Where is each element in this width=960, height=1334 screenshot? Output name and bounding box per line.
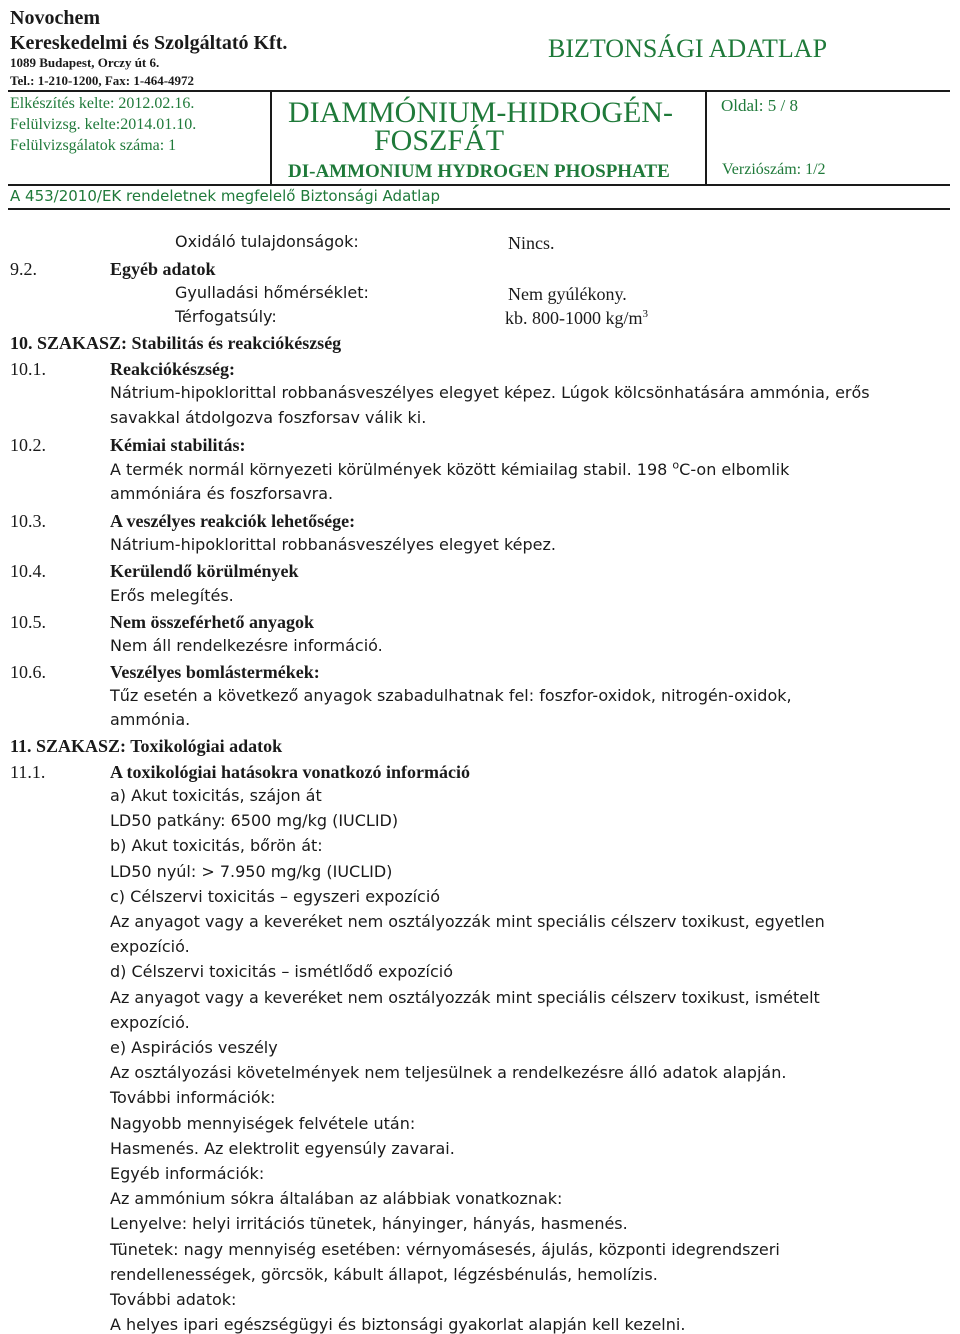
toxicology-line: Az anyagot vagy a keveréket nem osztályozzák mint speciális célszerv toxikust, ismételt [110,988,820,1007]
section-10-1-text-line1: Nátrium-hipoklorittal robbanásveszélyes elegyet képez. Lúgok kölcsönhatására ammónia, erős [110,383,870,402]
document-title: BIZTONSÁGI ADATLAP [548,34,828,63]
toxicology-line: LD50 nyúl: > 7.950 mg/kg (IUCLID) [110,862,393,881]
toxicology-line: Egyéb információk: [110,1164,265,1183]
section-10-5-number: 10.5. [10,612,46,632]
version-number: Verziószám: 1/2 [722,161,826,178]
toxicology-line: További információk: [110,1088,276,1107]
toxicology-line: Az anyagot vagy a keveréket nem osztályozzák mint speciális célszerv toxikust, egyetlen [110,912,825,931]
section-10-2-number: 10.2. [10,435,46,455]
ignition-value: Nem gyúlékony. [508,284,627,304]
section-9-2-number: 9.2. [10,259,37,279]
toxicology-line: b) Akut toxicitás, bőrön át: [110,836,323,855]
header-divider-end [8,208,950,210]
section-10-4-text: Erős melegítés. [110,586,234,605]
section-11-1-title: A toxikológiai hatásokra vonatkozó információ [110,762,471,782]
section-10-1-title: Reakciókészség: [110,359,235,379]
section-10-1-text-line2: savakkal átdolgozva foszforsav válik ki. [110,408,427,427]
section-10-6-text-line1: Tűz esetén a következő anyagok szabadulhatnak fel: foszfor-oxidok, nitrogén-oxidok, [110,686,792,705]
section-10-5-title: Nem összeférhető anyagok [110,612,314,632]
prepared-date: Elkészítés kelte: 2012.02.16. [10,95,195,112]
section-10-3-title: A veszélyes reakciók lehetősége: [110,511,356,531]
section-9-2-title: Egyéb adatok [110,259,216,279]
revision-count: Felülvizsgálatok száma: 1 [10,137,177,154]
ignition-label: Gyulladási hőmérséklet: [175,283,369,302]
section-10-3-text: Nátrium-hipoklorittal robbanásveszélyes elegyet képez. [110,535,556,554]
section-10-6-text-line2: ammónia. [110,710,191,729]
header-vertical-divider-left [270,91,272,186]
toxicology-line: Tünetek: nagy mennyiség esetében: vérnyomásesés, ájulás, központi idegrendszeri [110,1240,780,1259]
section-10-6-title: Veszélyes bomlástermékek: [110,662,320,682]
section-10-4-number: 10.4. [10,561,46,581]
section-10-heading: 10. SZAKASZ: Stabilitás és reakciókészség [10,333,342,353]
company-phone: Tel.: 1-210-1200, Fax: 1-464-4972 [10,73,195,88]
page-number: Oldal: 5 / 8 [721,96,798,115]
company-full-name: Kereskedelmi és Szolgáltató Kft. [10,32,288,54]
oxidizing-value: Nincs. [508,233,555,253]
section-11-heading: 11. SZAKASZ: Toxikológiai adatok [10,736,283,756]
revised-date: Felülvizsg. kelte:2014.01.10. [10,116,197,133]
toxicology-line: Nagyobb mennyiségek felvétele után: [110,1114,416,1133]
header-vertical-divider-right [705,91,707,186]
toxicology-line: c) Célszervi toxicitás – egyszeri expozíció [110,887,441,906]
toxicology-line: expozíció. [110,1013,190,1032]
section-10-2-text-line1: A termék normál környezeti körülmények között kémiailag stabil. 198 $^o$C-on elbomlik [110,458,790,479]
section-10-1-number: 10.1. [10,359,46,379]
regulation-note: A 453/2010/EK rendeletnek megfelelő Biztonsági Adatlap [10,187,441,205]
toxicology-line: d) Célszervi toxicitás – ismétlődő expozíció [110,962,454,981]
toxicology-line: További adatok: [110,1290,237,1309]
toxicology-line: A helyes ipari egészségügyi és biztonsági gyakorlat alapján kell kezelni. [110,1315,686,1334]
company-name: Novochem [10,7,100,29]
section-10-5-text: Nem áll rendelkezésre információ. [110,636,383,655]
header-divider-bottom [8,184,950,186]
toxicology-line: e) Aspirációs veszély [110,1038,278,1057]
section-10-2-title: Kémiai stabilitás: [110,435,246,455]
section-10-3-number: 10.3. [10,511,46,531]
toxicology-line: Lenyelve: helyi irritációs tünetek, hányinger, hányás, hasmenés. [110,1214,628,1233]
oxidizing-label: Oxidáló tulajdonságok: [175,232,359,251]
header-divider [8,90,950,92]
company-address: 1089 Budapest, Orczy út 6. [10,55,160,70]
toxicology-line: Az osztályozási követelmények nem teljesülnek a rendelkezésre álló adatok alapján. [110,1063,787,1082]
toxicology-line: rendellenességek, görcsök, kábult állapot, légzésbénulás, hemolízis. [110,1265,658,1284]
section-10-6-number: 10.6. [10,662,46,682]
product-name-hu-line1: DIAMMÓNIUM-HIDROGÉN- [288,96,673,129]
section-11-1-number: 11.1. [10,762,46,782]
product-name-en: DI-AMMONIUM HYDROGEN PHOSPHATE [288,161,670,182]
density-label: Térfogatsúly: [175,307,277,326]
product-name-hu-line2: FOSZFÁT [374,124,505,157]
section-10-4-title: Kerülendő körülmények [110,561,299,581]
section-10-2-text-line2: ammóniára és foszforsavra. [110,484,334,503]
toxicology-line: Hasmenés. Az elektrolit egyensúly zavarai. [110,1139,455,1158]
toxicology-line: Az ammónium sókra általában az alábbiak vonatkoznak: [110,1189,563,1208]
toxicology-line: expozíció. [110,937,190,956]
document-header [0,0,960,210]
toxicology-line: LD50 patkány: 6500 mg/kg (IUCLID) [110,811,399,830]
toxicology-line: a) Akut toxicitás, szájon át [110,786,322,805]
density-value: kb. 800-1000 $kg/m^3$ [505,308,648,328]
